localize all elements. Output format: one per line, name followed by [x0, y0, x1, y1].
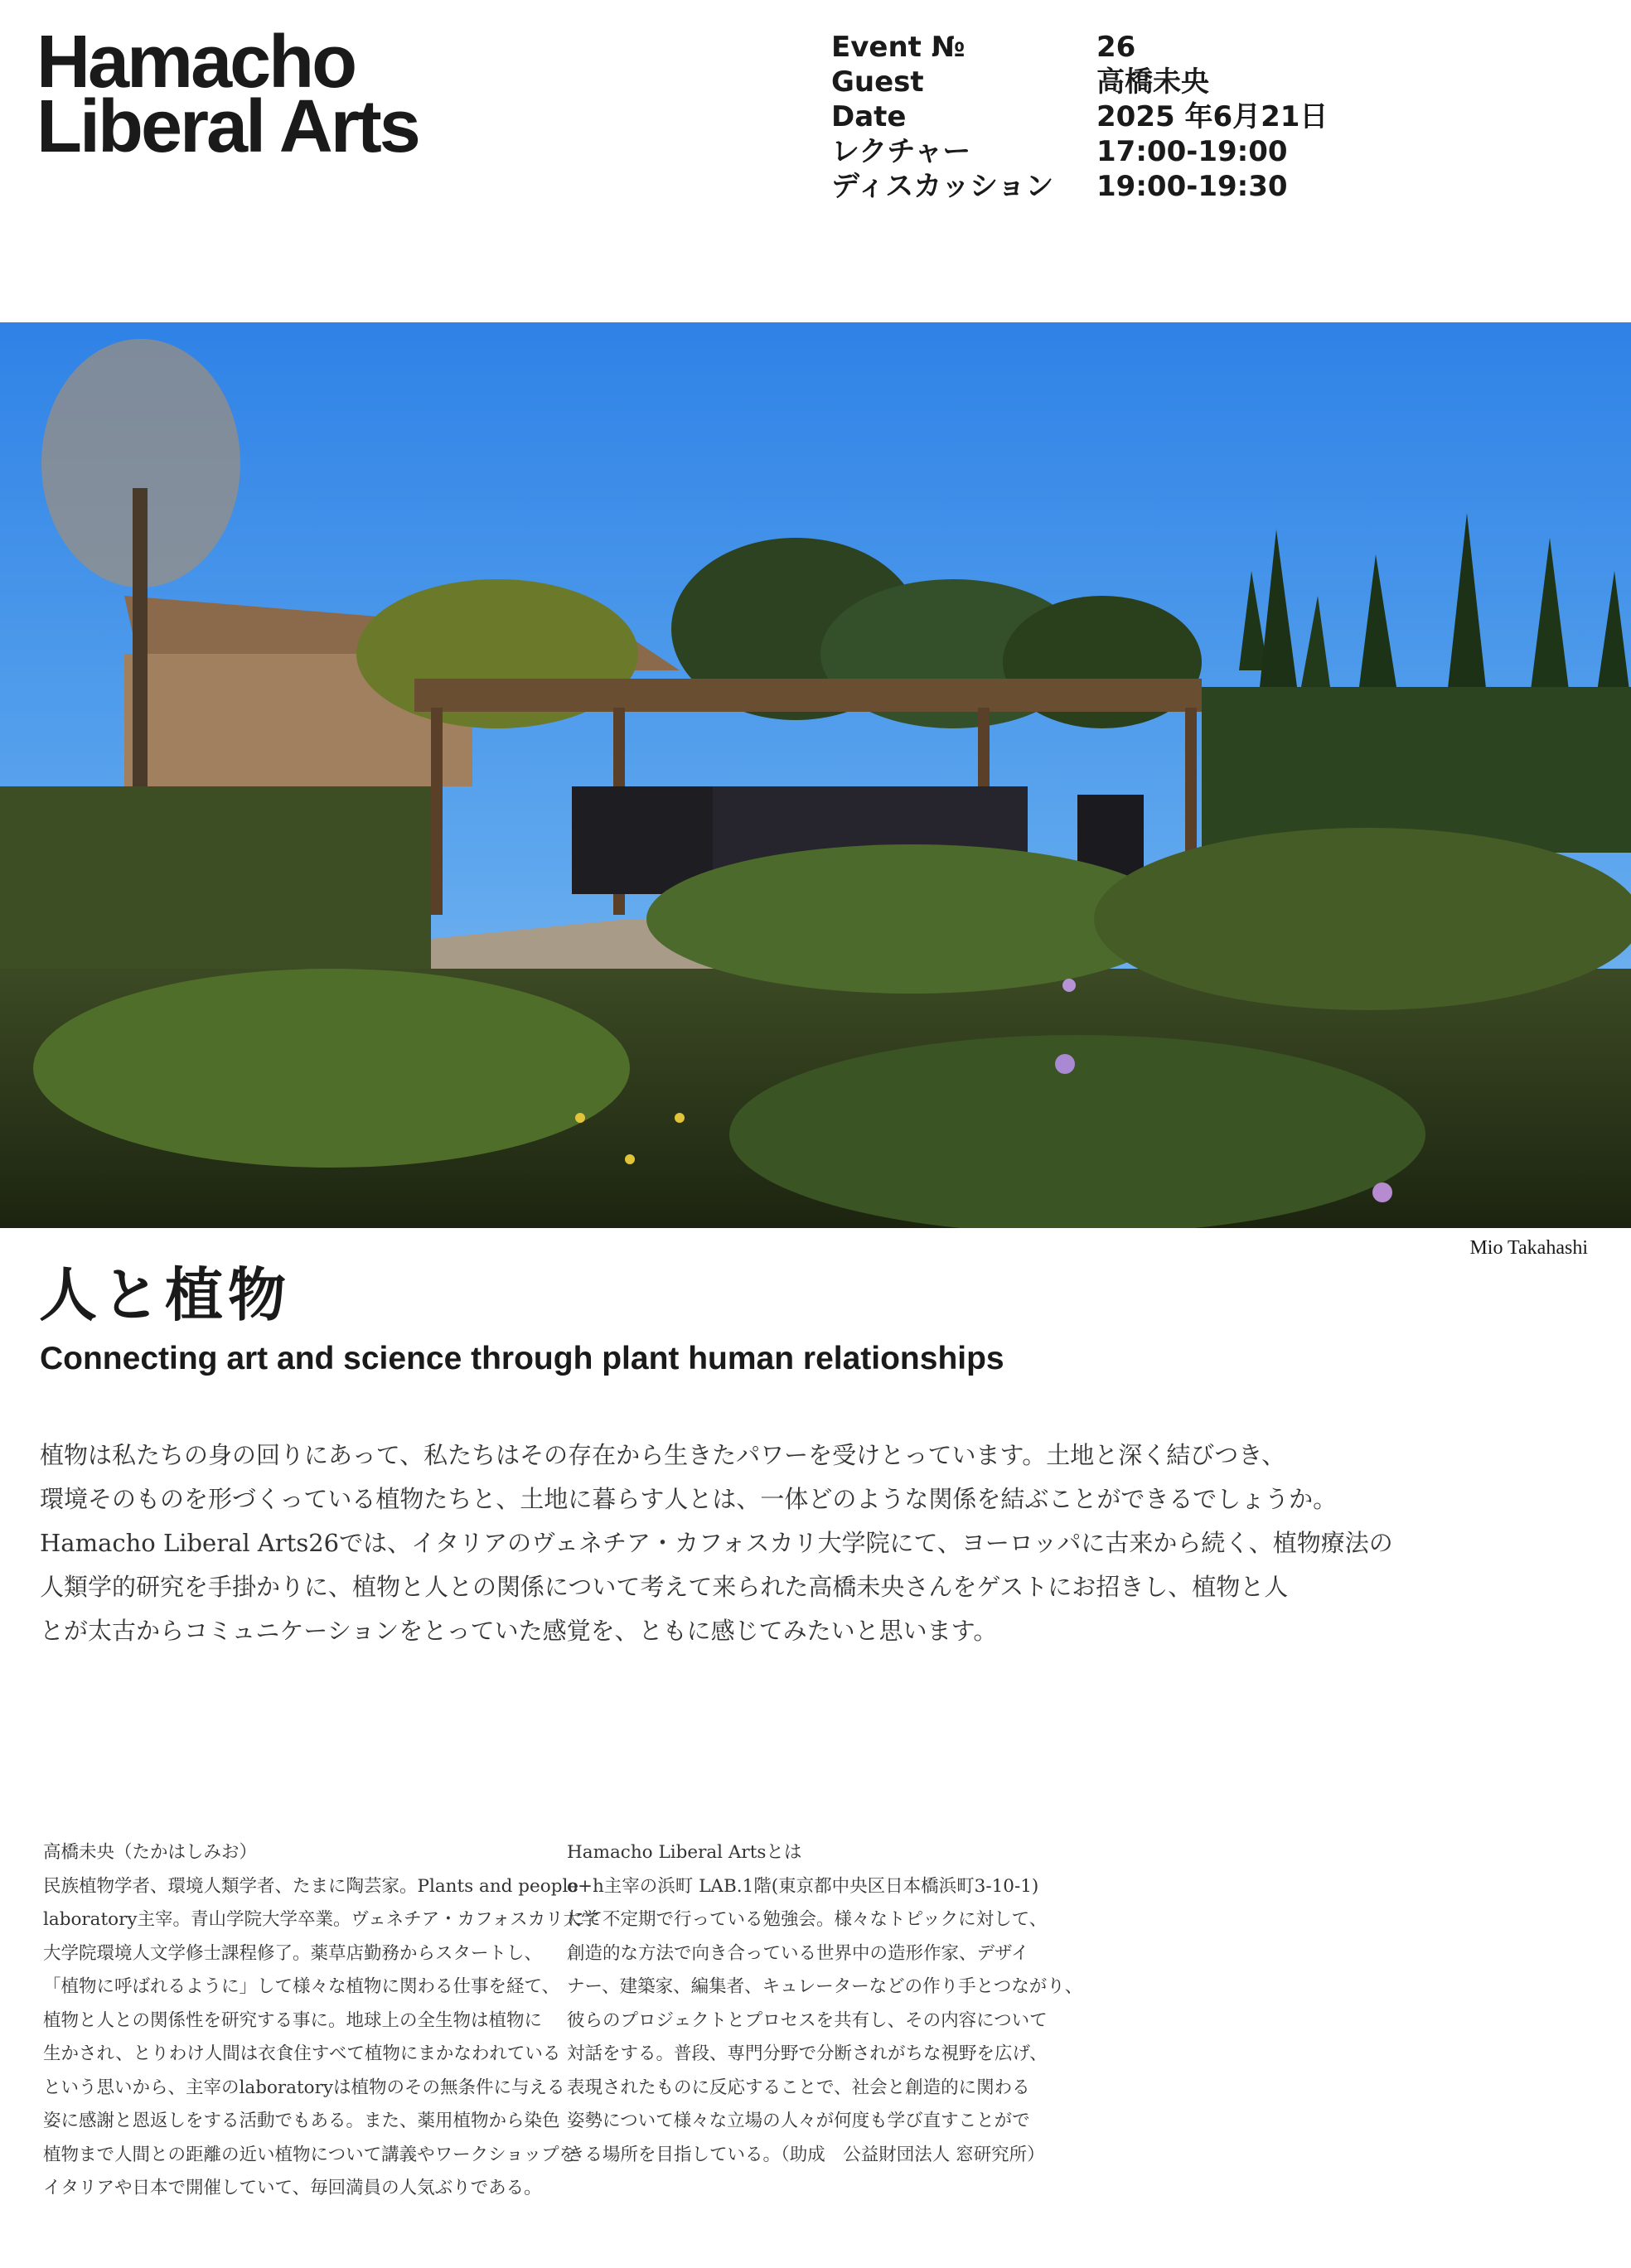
about-line: ナー、建築家、編集者、キュレーターなどの作り手とつながり、 [567, 1976, 1083, 1997]
site-logo [36, 21, 419, 168]
guest-value: 高橋未央 [1096, 65, 1209, 99]
event-number-label: Event № [831, 31, 966, 64]
lecture-label: レクチャー [831, 135, 971, 168]
profile-line: 姿に感謝と恩返しをする活動でもある。また、薬用植物から染色 [43, 2111, 560, 2131]
about-line: o+h主宰の浜町 LAB.1階(東京都中央区日本橋浜町3-10-1) [567, 1875, 1039, 1897]
guest-label: Guest [831, 65, 924, 99]
about-line: 姿勢について様々な立場の人々が何度も学び直すことがで [567, 2111, 1030, 2131]
about-line: 創造的な方法で向き合っている世界中の造形作家、デザイ [567, 1942, 1029, 1964]
description-line: 環境そのものを形づくっている植物たちと、土地に暮らす人とは、一体どのような関係を結ぶことができるでしょうか。 [40, 1485, 1338, 1513]
page-title: 人と植物 [39, 1261, 291, 1329]
description-line: とが太古からコミュニケーションをとっていた感覚を、ともに感じてみたいと思います。 [40, 1617, 998, 1645]
profile-line: 高橋未央（たかはしみお） [43, 1842, 258, 1863]
profile-line: 植物まで人間との距離の近い植物について講義やワークショップを [43, 2144, 578, 2165]
profile-line: 大学院環境人文学修士課程修了。薬草店勤務からスタートし、 [43, 1942, 543, 1964]
discussion-label: ディスカッション [831, 170, 1054, 203]
event-number-value: 26 [1096, 31, 1136, 64]
lecture-value: 17:00-19:00 [1096, 135, 1288, 168]
about-line: 表現されたものに反応することで、社会と創造的に関わる [567, 2077, 1030, 2098]
description-line: Hamacho Liberal Arts26では、イタリアのヴェネチア・カフォスカリ大学院にて、ヨーロッパに古来から続く、植物療法の [40, 1529, 1393, 1557]
description-line: 人類学的研究を手掛かりに、植物と人との関係について考えて来られた高橋未央さんをゲストにお招きし、植物と人 [40, 1573, 1289, 1601]
discussion-value: 19:00-19:30 [1096, 170, 1288, 203]
about-line: Hamacho Liberal Artsとは [567, 1842, 802, 1863]
event-info [831, 30, 1428, 204]
page-subtitle: Connecting art and science through plant human relationships [40, 1341, 1004, 1376]
event-description [40, 1434, 1393, 1653]
profile-line: という思いから、主宰のlaboratoryは植物のその無条件に与える [43, 2077, 565, 2098]
logo-line-2: Liberal Arts [36, 85, 419, 168]
about-line: きる場所を目指している。（助成 公益財団法人 窓研究所） [567, 2144, 1045, 2165]
about-line: 彼らのプロジェクトとプロセスを共有し、その内容について [567, 2009, 1048, 2031]
description-line: 植物は私たちの身の回りにあって、私たちはその存在から生きたパワーを受けとっています。土地と深く結びつき、 [40, 1441, 1286, 1469]
about-line: にて不定期で行っている勉強会。様々なトピックに対して、 [567, 1909, 1048, 1930]
profile-line: 民族植物学者、環境人類学者、たまに陶芸家。Plants and people [43, 1875, 579, 1897]
logo-line-1: Hamacho [36, 21, 356, 104]
profile-line: 生かされ、とりわけ人間は衣食住すべて植物にまかなわれている [43, 2043, 561, 2064]
about-section [567, 1836, 1083, 2172]
profile-line: 「植物に呼ばれるように」して様々な植物に関わる仕事を経て、 [43, 1976, 560, 1997]
photo-credit: Mio Takahashi [1469, 1237, 1588, 1259]
guest-profile [43, 1836, 599, 2206]
profile-line: laboratory主宰。青山学院大学卒業。ヴェネチア・カフォスカリ大学 [43, 1909, 599, 1930]
date-label: Date [831, 100, 907, 133]
profile-line: イタリアや日本で開催していて、毎回満員の人気ぶりである。 [43, 2178, 542, 2198]
about-line: 対話をする。普段、専門分野で分断されがちな視野を広げ、 [567, 2043, 1048, 2064]
date-value: 2025 年6月21日 [1096, 100, 1329, 133]
garden-photo [0, 322, 1631, 1228]
profile-line: 植物と人との関係性を研究する事に。地球上の全生物は植物に [43, 2009, 543, 2031]
garden-photo-illustration [0, 322, 1631, 1228]
